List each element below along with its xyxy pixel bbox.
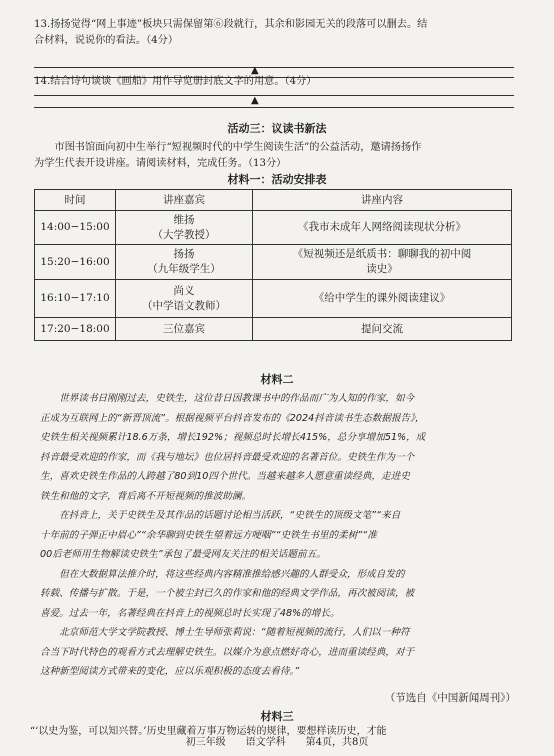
row-content: 《我市未成年人网络阅读现状分析》 <box>253 211 512 245</box>
material3-title: 材料三 <box>260 710 294 723</box>
activity-intro-line2: 为学生代表开设讲座。请阅读材料，完成任务。（13分） <box>34 158 287 169</box>
page-footer: 初三年级 语文学科 第4页，共8页 <box>185 737 369 748</box>
material2-line: 转载、传播与扩散。于是，一个被尘封已久的作家和他的经典文学作品，再次被阅读，被 <box>40 588 415 599</box>
question-13 <box>34 17 526 49</box>
guest-role: （中学语文教师） <box>142 299 226 312</box>
material2-line: 00后老师用生物解读史铁生”承包了最受网友关注的相关话题前五。 <box>40 549 326 560</box>
material3-line1: “‘以史为鉴，可以知兴替。’历史里藏着万事万物运转的规律，要想样读历史，才能 <box>30 726 387 737</box>
row-content <box>253 245 512 280</box>
material2-line: 铁生和他的文字，背后离不开短视频的推波助澜。 <box>40 490 252 502</box>
table-row <box>35 318 512 341</box>
row-time: 15:20−16:00 <box>35 245 116 280</box>
material2-line: 抖音最受欢迎的作家，而《我与地坛》也位居抖音最受欢迎的名著首位。史铁生作为一个 <box>40 451 415 463</box>
material2-line: 史铁生相关视频累计18.6万条，增长192%；视频总时长增长415%，总分享增加51%，成 <box>40 432 426 443</box>
table-header-row <box>35 190 512 211</box>
col-header-content: 讲座内容 <box>253 190 512 211</box>
answer-line-13a <box>34 67 514 68</box>
guest-role: （大学教授） <box>152 228 216 241</box>
guest-role: （九年级学生） <box>147 263 221 275</box>
row-guest <box>116 211 253 245</box>
activity-title: 活动三：议读书新法 <box>227 122 327 135</box>
material2-line: 生，喜欢史铁生作品的人跨越了80到10四个世代。当越来越多人愿意重读经典，走进史 <box>40 471 410 482</box>
material2-line: 在抖音上，关于史铁生及其作品的话题讨论相当活跃，“史铁生的顶级文笔”“来自 <box>59 510 401 521</box>
material2-line: 北京师范大学文学院教授、博士生导师张莉说：“随着短视频的流行，人们以一种符 <box>59 627 410 638</box>
answer-line-14b <box>34 107 514 108</box>
material2-line: 正成为互联网上的“新晋顶流”。根据视频平台抖音发布的《2024抖音读书生态数据报告》， <box>40 412 425 424</box>
material2-line: 这种新型阅读方式带来的变化，应以乐观积极的态度去看待。” <box>40 666 300 677</box>
row-content: 提问交流 <box>253 318 512 341</box>
table-row <box>35 280 512 318</box>
row-time: 17:20−18:00 <box>35 318 116 341</box>
triangle-marker-icon: ▲ <box>251 65 259 76</box>
q13-line2: 合材料，说说你的看法。（4分） <box>34 35 179 46</box>
material2-body <box>40 389 526 682</box>
question-14 <box>34 74 526 90</box>
row-guest: 三位嘉宾 <box>116 318 253 341</box>
table-row <box>35 211 512 245</box>
table-row <box>35 245 512 280</box>
row-guest <box>116 280 253 318</box>
col-header-time: 时间 <box>35 190 116 211</box>
content-line1: 《短视频还是纸质书：聊聊我的初中阅 <box>292 248 472 260</box>
material2-line: 十年前的子弹正中眉心”“余华聊到史铁生望着远方哽咽”“史铁生书里的柔树”“准 <box>40 529 377 541</box>
row-content: 《给中学生的课外阅读建议》 <box>253 280 512 318</box>
guest-name: 扬扬 <box>173 248 195 260</box>
material2-title: 材料二 <box>260 373 294 386</box>
q13-line1: 13.扬扬觉得“网上事迹”板块只需保留第⑥段就行，其余和影园无关的段落可以删去。结 <box>34 19 428 30</box>
activity-intro-line1: 市图书馆面向初中生举行“短视频时代的中学生阅读生活”的公益活动，邀请扬扬作 <box>54 142 422 153</box>
col-header-guest: 讲座嘉宾 <box>116 190 253 211</box>
row-guest <box>116 245 253 280</box>
triangle-marker-icon: ▲ <box>251 95 259 106</box>
material2-line: 世界读书日刚刚过去，史铁生，这位昔日因教课书中的作品而广为人知的作家，如今 <box>59 393 415 404</box>
row-time: 16:10−17:10 <box>35 280 116 318</box>
content-line2: 读史》 <box>366 263 398 275</box>
material2-line: 但在大数据算法推介时，将这些经典内容精准推给感兴趣的人群受众，形成自发的 <box>59 568 405 580</box>
answer-line-14a <box>34 95 514 96</box>
q14-text: 14.结合诗句谈谈《画船》用作导览册封底文字的用意。（4分） <box>34 76 317 87</box>
row-time: 14:00−15:00 <box>35 211 116 245</box>
schedule-table <box>34 189 512 341</box>
material2-source: （节选自《中国新闻周刊》） <box>384 692 516 704</box>
material2-line: 合当下时代特色的观看方式去理解史铁生。以媒介为意点燃好奇心，进而重读经典，对于 <box>40 646 415 658</box>
activity-intro <box>34 140 526 172</box>
guest-name: 维扬 <box>173 213 195 226</box>
material1-title: 材料一：活动安排表 <box>227 173 327 186</box>
guest-name: 尚义 <box>173 284 195 297</box>
material2-line: 喜爱。过去一年，名著经典在抖音上的视频总时长实现了48%的增长。 <box>40 607 340 619</box>
